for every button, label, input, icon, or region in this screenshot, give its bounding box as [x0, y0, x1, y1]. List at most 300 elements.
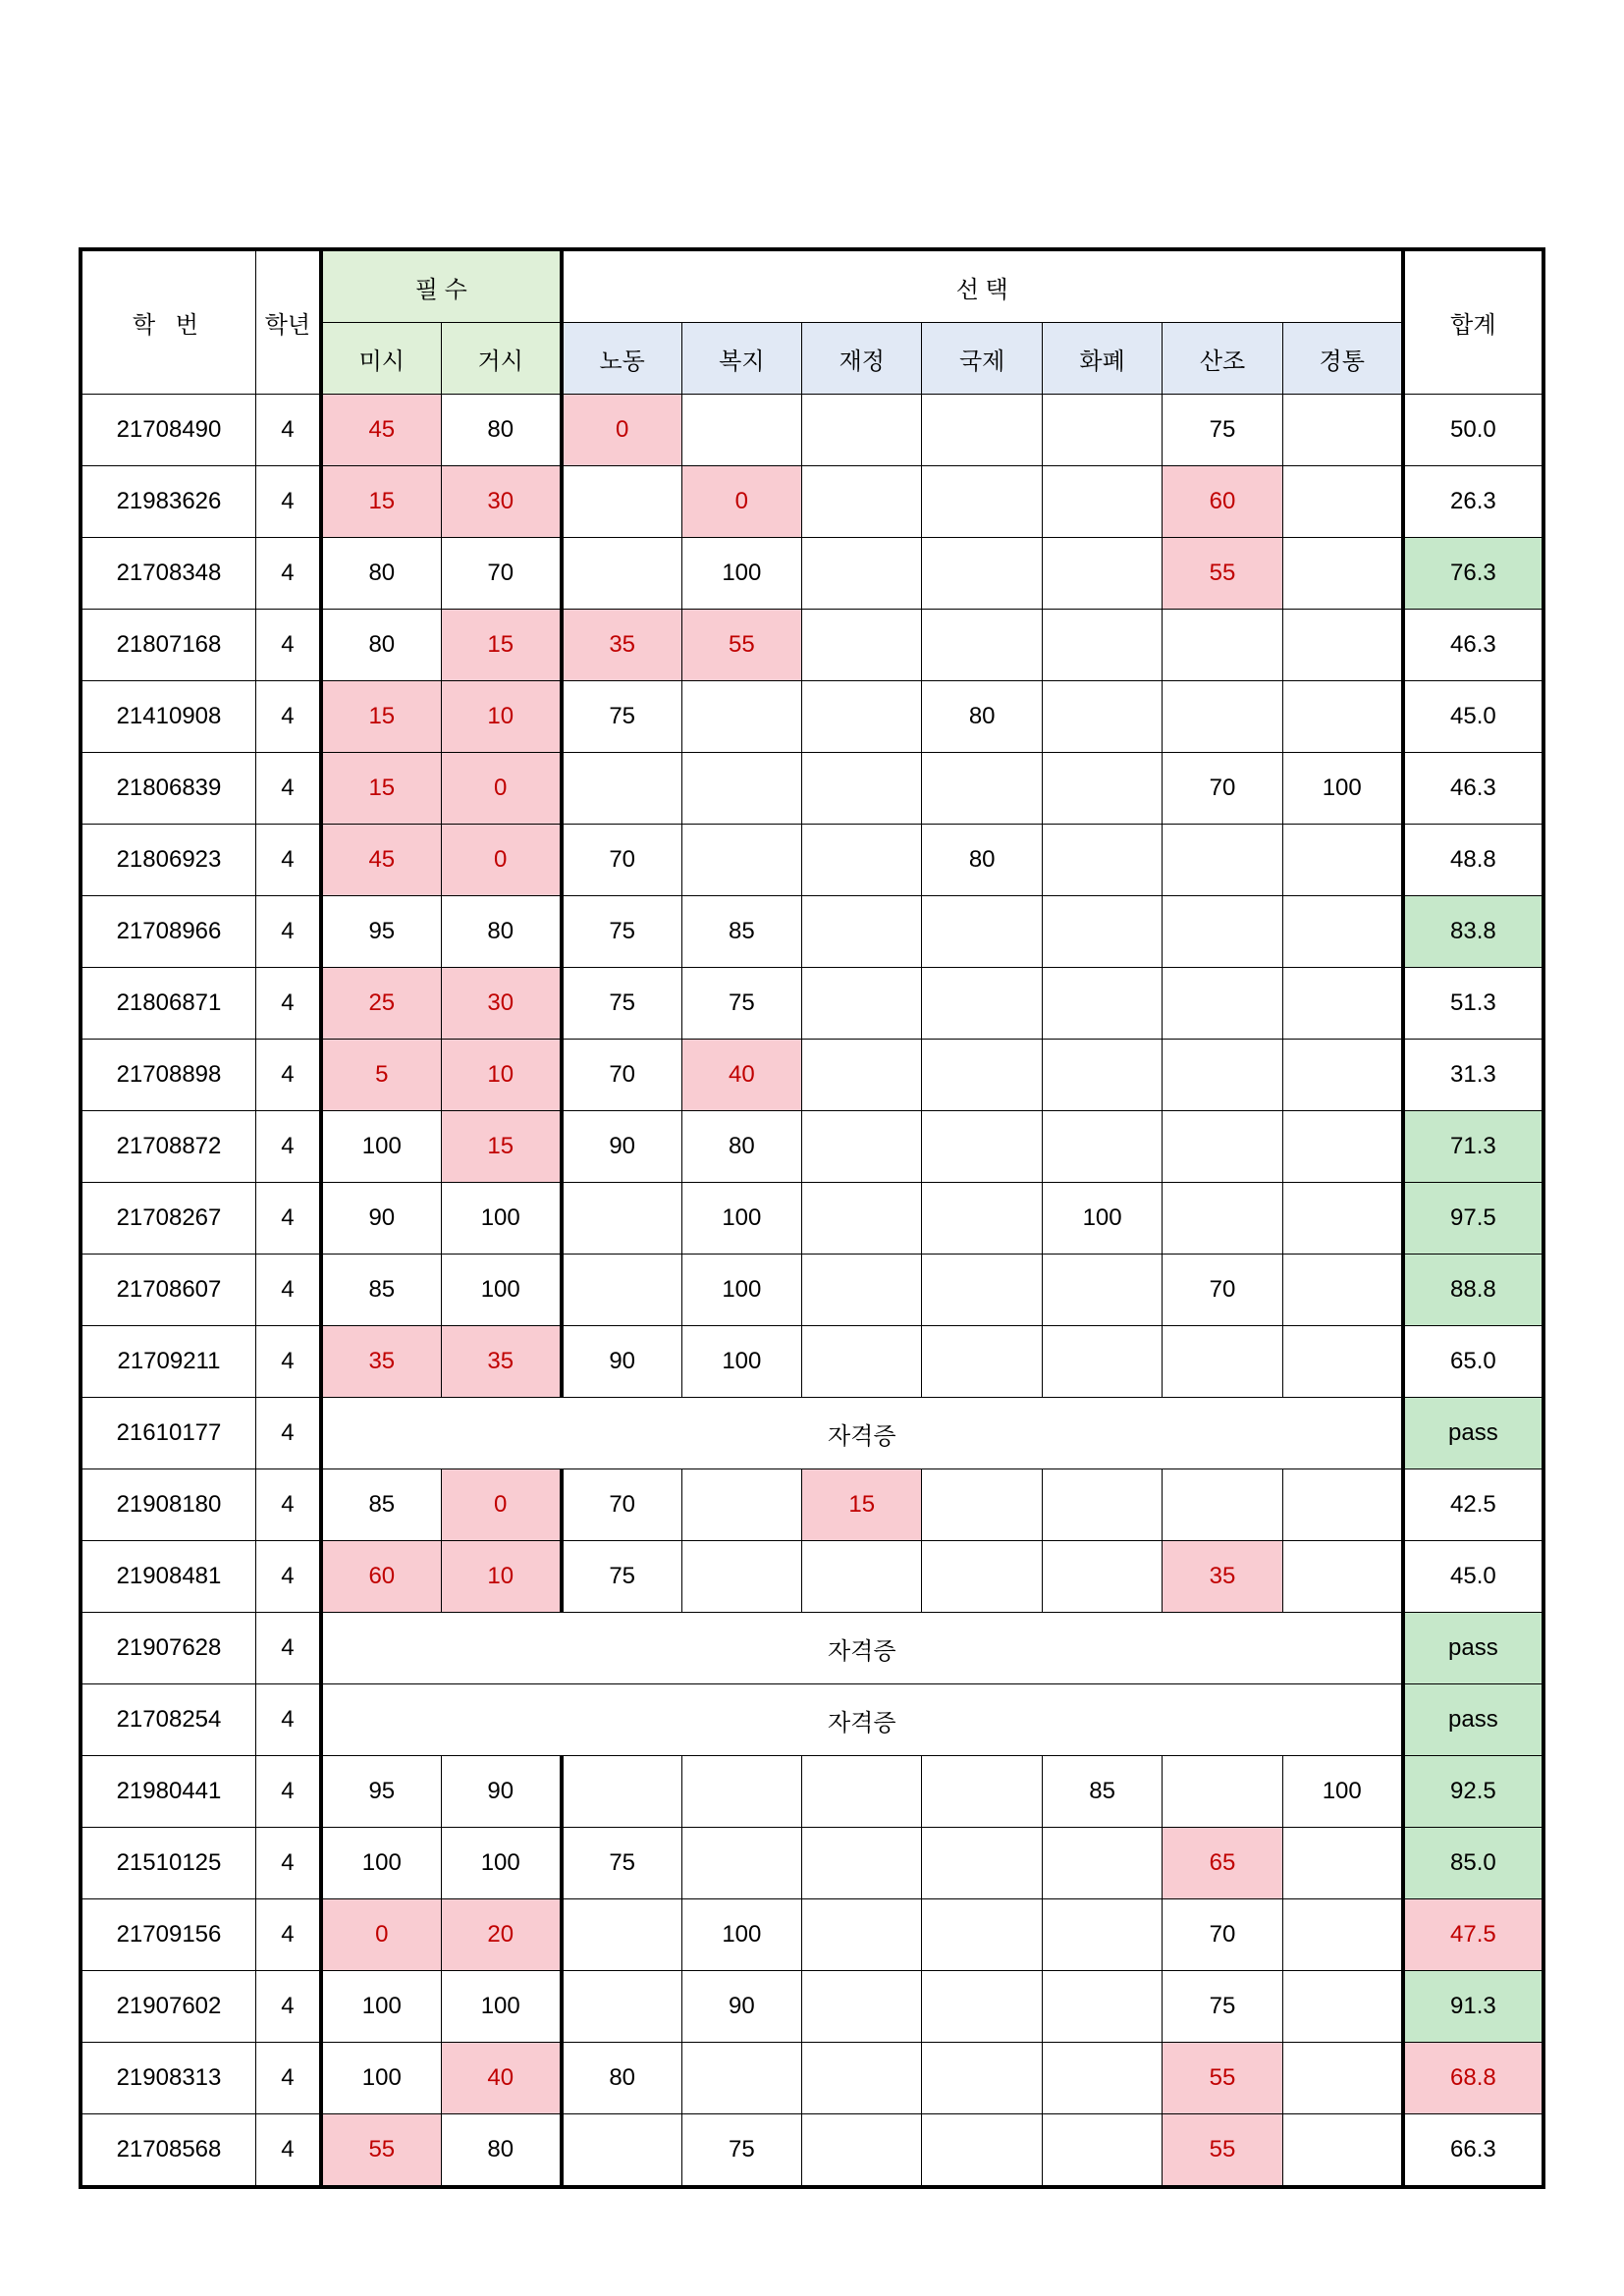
cell-score [802, 1971, 922, 2043]
cell-student-id: 21708872 [81, 1111, 255, 1183]
cell-score: 75 [1163, 1971, 1282, 2043]
cell-total: 66.3 [1403, 2114, 1543, 2188]
cell-score [562, 466, 681, 538]
cell-score [1282, 610, 1402, 681]
cell-student-id: 21708568 [81, 2114, 255, 2188]
cell-score: 0 [441, 1469, 561, 1541]
cell-score [1163, 1111, 1282, 1183]
cell-total: 45.0 [1403, 681, 1543, 753]
cell-certificate: 자격증 [321, 1398, 1403, 1469]
cell-score: 35 [1163, 1541, 1282, 1613]
cell-student-id: 21708607 [81, 1255, 255, 1326]
table-row [81, 753, 1543, 825]
cell-score [1042, 896, 1162, 968]
cell-student-id: 21410908 [81, 681, 255, 753]
cell-score [1042, 1040, 1162, 1111]
cell-year: 4 [255, 1541, 320, 1613]
cell-score [922, 753, 1042, 825]
cell-score [1282, 1971, 1402, 2043]
table-body [81, 395, 1543, 2188]
cell-score [1042, 1111, 1162, 1183]
cell-score [922, 1541, 1042, 1613]
cell-score [1163, 681, 1282, 753]
cell-score: 100 [681, 1326, 801, 1398]
table-row [81, 538, 1543, 610]
cell-score [681, 753, 801, 825]
cell-year: 4 [255, 2114, 320, 2188]
cell-score [681, 681, 801, 753]
cell-year: 4 [255, 1326, 320, 1398]
cell-total: 47.5 [1403, 1899, 1543, 1971]
cell-total: 71.3 [1403, 1111, 1543, 1183]
cell-score: 15 [802, 1469, 922, 1541]
cell-score [1282, 2043, 1402, 2114]
cell-score: 80 [441, 395, 561, 466]
cell-score [681, 825, 801, 896]
cell-score: 85 [321, 1469, 441, 1541]
cell-score: 15 [441, 610, 561, 681]
cell-score [1042, 1255, 1162, 1326]
cell-score [802, 1756, 922, 1828]
table-row [81, 1398, 1543, 1469]
cell-score [802, 538, 922, 610]
cell-score [1163, 610, 1282, 681]
cell-score [1282, 1326, 1402, 1398]
cell-score [1282, 1469, 1402, 1541]
cell-score [802, 1040, 922, 1111]
cell-score [802, 2114, 922, 2188]
table-row [81, 2114, 1543, 2188]
cell-score: 100 [441, 1971, 561, 2043]
cell-score: 65 [1163, 1828, 1282, 1899]
cell-score: 75 [562, 1541, 681, 1613]
cell-score: 0 [562, 395, 681, 466]
cell-year: 4 [255, 466, 320, 538]
cell-score: 70 [1163, 753, 1282, 825]
cell-score [922, 968, 1042, 1040]
cell-year: 4 [255, 1828, 320, 1899]
cell-score [1042, 610, 1162, 681]
cell-score: 35 [562, 610, 681, 681]
cell-score [1163, 1469, 1282, 1541]
cell-score [802, 466, 922, 538]
cell-student-id: 21806839 [81, 753, 255, 825]
table-row [81, 1971, 1543, 2043]
cell-score: 85 [1042, 1756, 1162, 1828]
cell-score: 75 [562, 1828, 681, 1899]
cell-student-id: 21908313 [81, 2043, 255, 2114]
cell-score: 90 [562, 1326, 681, 1398]
cell-score [1282, 1111, 1402, 1183]
cell-score [1282, 1255, 1402, 1326]
cell-student-id: 21709211 [81, 1326, 255, 1398]
cell-total: 45.0 [1403, 1541, 1543, 1613]
cell-score: 70 [562, 1469, 681, 1541]
cell-score: 75 [681, 968, 801, 1040]
cell-score [1042, 1971, 1162, 2043]
cell-total: 68.8 [1403, 2043, 1543, 2114]
cell-score [922, 1899, 1042, 1971]
header-macro: 거시 [441, 323, 561, 395]
cell-year: 4 [255, 1183, 320, 1255]
cell-year: 4 [255, 395, 320, 466]
cell-total: 50.0 [1403, 395, 1543, 466]
cell-score [922, 610, 1042, 681]
cell-year: 4 [255, 1469, 320, 1541]
cell-score: 20 [441, 1899, 561, 1971]
header-student-id: 학 번 [81, 249, 255, 395]
cell-score: 15 [321, 753, 441, 825]
header-required-group: 필 수 [321, 249, 562, 323]
cell-score: 55 [1163, 2043, 1282, 2114]
cell-score: 60 [1163, 466, 1282, 538]
cell-score: 0 [321, 1899, 441, 1971]
cell-year: 4 [255, 1613, 320, 1684]
cell-score [681, 1469, 801, 1541]
table-row [81, 1899, 1543, 1971]
cell-score [1042, 1326, 1162, 1398]
cell-score [681, 395, 801, 466]
cell-score [1042, 1899, 1162, 1971]
cell-score: 75 [562, 968, 681, 1040]
table-row [81, 395, 1543, 466]
table-row [81, 896, 1543, 968]
cell-score [922, 1183, 1042, 1255]
cell-score: 55 [321, 2114, 441, 2188]
cell-score: 100 [441, 1828, 561, 1899]
cell-year: 4 [255, 1684, 320, 1756]
cell-score [922, 896, 1042, 968]
cell-score: 35 [441, 1326, 561, 1398]
cell-total: 51.3 [1403, 968, 1543, 1040]
table-row [81, 968, 1543, 1040]
cell-year: 4 [255, 1756, 320, 1828]
cell-score [922, 1971, 1042, 2043]
header-total: 합계 [1403, 249, 1543, 395]
cell-score [1163, 1326, 1282, 1398]
cell-score: 80 [562, 2043, 681, 2114]
cell-score: 80 [922, 825, 1042, 896]
cell-score [802, 2043, 922, 2114]
cell-score: 70 [1163, 1255, 1282, 1326]
header-year: 학년 [255, 249, 320, 395]
header-finance: 재정 [802, 323, 922, 395]
cell-score: 0 [441, 825, 561, 896]
cell-score [1042, 753, 1162, 825]
cell-score [562, 2114, 681, 2188]
cell-score [1163, 1183, 1282, 1255]
cell-score: 35 [321, 1326, 441, 1398]
cell-student-id: 21708490 [81, 395, 255, 466]
cell-score: 10 [441, 681, 561, 753]
cell-total: 31.3 [1403, 1040, 1543, 1111]
cell-total: 65.0 [1403, 1326, 1543, 1398]
cell-score [1042, 2114, 1162, 2188]
cell-student-id: 21907602 [81, 1971, 255, 2043]
cell-certificate: 자격증 [321, 1613, 1403, 1684]
table-row [81, 1111, 1543, 1183]
cell-score [562, 538, 681, 610]
cell-score: 100 [321, 1111, 441, 1183]
cell-score: 15 [321, 466, 441, 538]
cell-score [562, 1971, 681, 2043]
cell-score [922, 466, 1042, 538]
cell-score [1282, 896, 1402, 968]
cell-total: 85.0 [1403, 1828, 1543, 1899]
cell-score [802, 1899, 922, 1971]
cell-score [1042, 825, 1162, 896]
cell-score: 45 [321, 825, 441, 896]
cell-score: 55 [1163, 538, 1282, 610]
cell-student-id: 21708267 [81, 1183, 255, 1255]
cell-score [802, 395, 922, 466]
cell-score: 70 [441, 538, 561, 610]
cell-total: 48.8 [1403, 825, 1543, 896]
header-international: 국제 [922, 323, 1042, 395]
cell-year: 4 [255, 1255, 320, 1326]
cell-score [1042, 1541, 1162, 1613]
cell-score: 75 [562, 681, 681, 753]
cell-total: 97.5 [1403, 1183, 1543, 1255]
header-labor: 노동 [562, 323, 681, 395]
cell-student-id: 21708254 [81, 1684, 255, 1756]
cell-score: 5 [321, 1040, 441, 1111]
header-elective-group: 선 택 [562, 249, 1403, 323]
cell-score: 15 [321, 681, 441, 753]
cell-score: 75 [681, 2114, 801, 2188]
cell-score [681, 2043, 801, 2114]
cell-score: 80 [681, 1111, 801, 1183]
cell-score [1163, 1756, 1282, 1828]
cell-total: 92.5 [1403, 1756, 1543, 1828]
cell-year: 4 [255, 968, 320, 1040]
cell-score: 100 [441, 1183, 561, 1255]
cell-score [1042, 1469, 1162, 1541]
cell-total: 42.5 [1403, 1469, 1543, 1541]
cell-score [1282, 395, 1402, 466]
cell-score [1042, 395, 1162, 466]
cell-total: 91.3 [1403, 1971, 1543, 2043]
table-row [81, 1183, 1543, 1255]
table-row [81, 2043, 1543, 2114]
cell-score: 0 [441, 753, 561, 825]
cell-year: 4 [255, 2043, 320, 2114]
cell-score [922, 1111, 1042, 1183]
cell-student-id: 21708898 [81, 1040, 255, 1111]
table-row [81, 1613, 1543, 1684]
cell-score [802, 1183, 922, 1255]
cell-score: 90 [562, 1111, 681, 1183]
cell-score: 100 [681, 1899, 801, 1971]
cell-year: 4 [255, 681, 320, 753]
cell-score [1282, 968, 1402, 1040]
cell-score [802, 1541, 922, 1613]
cell-score [802, 825, 922, 896]
cell-year: 4 [255, 753, 320, 825]
cell-score: 95 [321, 1756, 441, 1828]
cell-score: 40 [441, 2043, 561, 2114]
header-money: 화폐 [1042, 323, 1162, 395]
cell-score [681, 1828, 801, 1899]
cell-score: 45 [321, 395, 441, 466]
cell-score: 0 [681, 466, 801, 538]
cell-score [922, 2114, 1042, 2188]
cell-score [922, 1255, 1042, 1326]
cell-score [1163, 1040, 1282, 1111]
table-row [81, 1040, 1543, 1111]
cell-score [1042, 538, 1162, 610]
cell-score: 55 [1163, 2114, 1282, 2188]
cell-score [802, 681, 922, 753]
cell-score: 100 [1042, 1183, 1162, 1255]
cell-student-id: 21708966 [81, 896, 255, 968]
cell-score: 75 [1163, 395, 1282, 466]
table-row [81, 1326, 1543, 1398]
table-row [81, 825, 1543, 896]
table-header [81, 249, 1543, 395]
cell-score [1282, 2114, 1402, 2188]
cell-student-id: 21709156 [81, 1899, 255, 1971]
cell-score [1282, 466, 1402, 538]
cell-score [1163, 968, 1282, 1040]
cell-year: 4 [255, 1111, 320, 1183]
cell-score: 25 [321, 968, 441, 1040]
table-row [81, 681, 1543, 753]
cell-year: 4 [255, 610, 320, 681]
cell-score [1042, 681, 1162, 753]
table-row [81, 1255, 1543, 1326]
cell-score: 100 [1282, 753, 1402, 825]
cell-student-id: 21907628 [81, 1613, 255, 1684]
cell-score [1042, 1828, 1162, 1899]
cell-score [562, 753, 681, 825]
cell-score [562, 1899, 681, 1971]
cell-total: 26.3 [1403, 466, 1543, 538]
cell-score [1282, 1899, 1402, 1971]
cell-score [802, 753, 922, 825]
cell-student-id: 21980441 [81, 1756, 255, 1828]
cell-score [562, 1183, 681, 1255]
cell-score: 70 [562, 825, 681, 896]
cell-year: 4 [255, 1971, 320, 2043]
cell-score: 100 [681, 1183, 801, 1255]
cell-score [802, 1111, 922, 1183]
cell-score [922, 1326, 1042, 1398]
cell-year: 4 [255, 825, 320, 896]
cell-student-id: 21983626 [81, 466, 255, 538]
cell-year: 4 [255, 1398, 320, 1469]
cell-score: 90 [321, 1183, 441, 1255]
cell-score [681, 1756, 801, 1828]
cell-year: 4 [255, 1040, 320, 1111]
cell-score [802, 896, 922, 968]
cell-score: 100 [681, 538, 801, 610]
cell-score [1282, 1183, 1402, 1255]
cell-score: 60 [321, 1541, 441, 1613]
cell-score [1163, 896, 1282, 968]
grades-table [79, 247, 1545, 2189]
cell-total: 83.8 [1403, 896, 1543, 968]
cell-score: 100 [321, 2043, 441, 2114]
cell-score [1042, 466, 1162, 538]
table-row [81, 1469, 1543, 1541]
header-micro: 미시 [321, 323, 441, 395]
cell-score: 80 [922, 681, 1042, 753]
cell-score: 90 [681, 1971, 801, 2043]
cell-score [1282, 1040, 1402, 1111]
cell-score [922, 1040, 1042, 1111]
cell-score [562, 1255, 681, 1326]
cell-score: 10 [441, 1541, 561, 1613]
cell-total: pass [1403, 1613, 1543, 1684]
cell-total: pass [1403, 1684, 1543, 1756]
cell-score: 100 [441, 1255, 561, 1326]
cell-score [1042, 2043, 1162, 2114]
cell-year: 4 [255, 1899, 320, 1971]
header-industry: 산조 [1163, 323, 1282, 395]
cell-score: 70 [562, 1040, 681, 1111]
cell-score [1282, 825, 1402, 896]
cell-student-id: 21807168 [81, 610, 255, 681]
cell-score [1163, 825, 1282, 896]
cell-score [922, 1828, 1042, 1899]
cell-student-id: 21510125 [81, 1828, 255, 1899]
cell-score [1282, 1828, 1402, 1899]
cell-score [681, 1541, 801, 1613]
table-row [81, 1684, 1543, 1756]
cell-student-id: 21908180 [81, 1469, 255, 1541]
cell-total: 46.3 [1403, 610, 1543, 681]
cell-certificate: 자격증 [321, 1684, 1403, 1756]
table-row [81, 1828, 1543, 1899]
table-row [81, 1541, 1543, 1613]
cell-score: 10 [441, 1040, 561, 1111]
cell-score: 80 [441, 896, 561, 968]
cell-score: 40 [681, 1040, 801, 1111]
cell-score: 85 [681, 896, 801, 968]
cell-score: 90 [441, 1756, 561, 1828]
cell-score: 85 [321, 1255, 441, 1326]
cell-score [802, 1828, 922, 1899]
cell-score [922, 2043, 1042, 2114]
cell-score: 80 [441, 2114, 561, 2188]
cell-score: 100 [321, 1828, 441, 1899]
cell-score: 100 [681, 1255, 801, 1326]
cell-score: 75 [562, 896, 681, 968]
header-econstat: 경통 [1282, 323, 1402, 395]
cell-score: 80 [321, 610, 441, 681]
table-row [81, 466, 1543, 538]
cell-total: 46.3 [1403, 753, 1543, 825]
cell-score: 55 [681, 610, 801, 681]
cell-score [802, 1255, 922, 1326]
cell-student-id: 21610177 [81, 1398, 255, 1469]
cell-year: 4 [255, 538, 320, 610]
cell-score: 30 [441, 968, 561, 1040]
table-row [81, 1756, 1543, 1828]
cell-score [922, 1756, 1042, 1828]
cell-total: pass [1403, 1398, 1543, 1469]
table-row [81, 610, 1543, 681]
cell-score [802, 968, 922, 1040]
cell-score [562, 1756, 681, 1828]
cell-score: 95 [321, 896, 441, 968]
cell-score: 80 [321, 538, 441, 610]
cell-student-id: 21708348 [81, 538, 255, 610]
cell-score [1282, 681, 1402, 753]
cell-year: 4 [255, 896, 320, 968]
header-welfare: 복지 [681, 323, 801, 395]
